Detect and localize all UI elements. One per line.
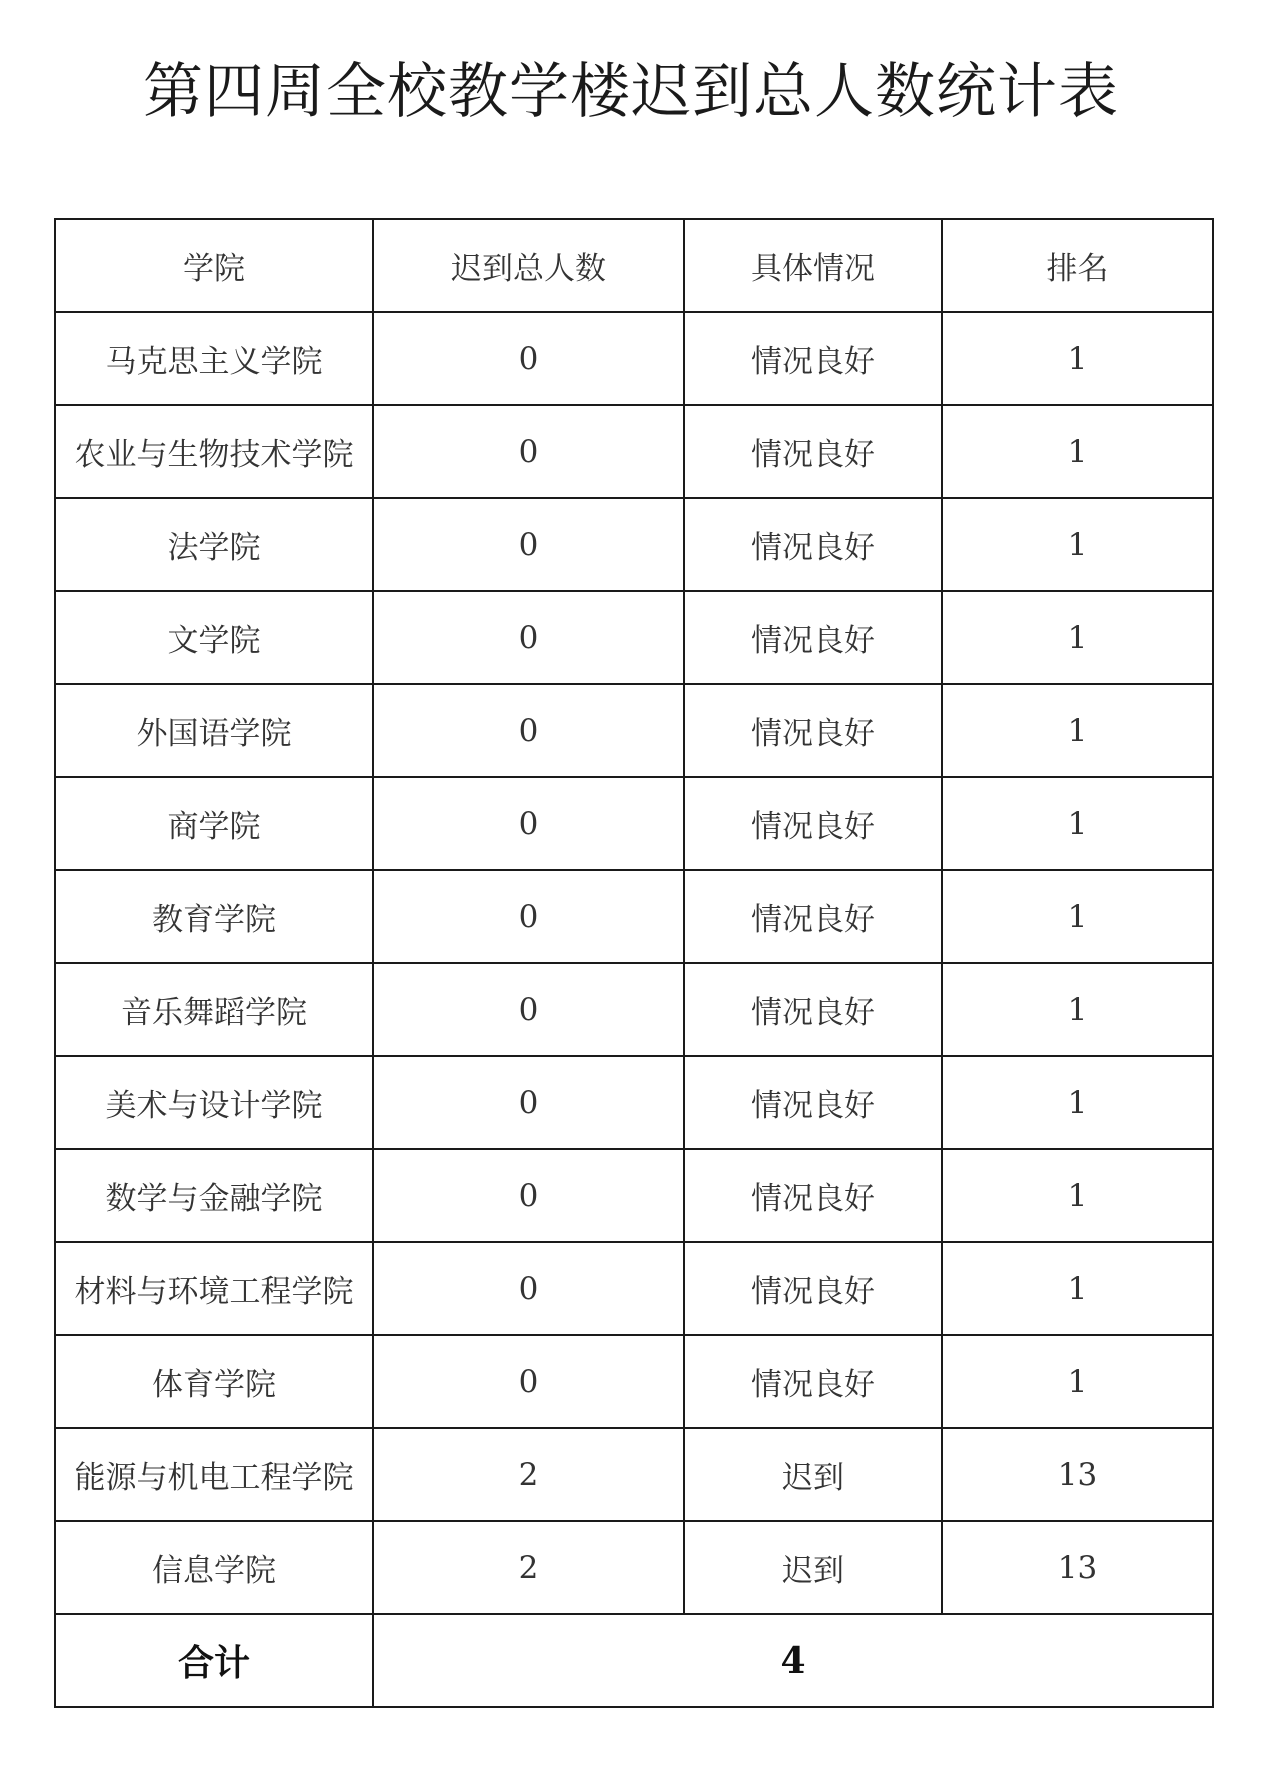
rank-cell: 1 — [942, 405, 1213, 498]
table-body — [55, 312, 1213, 1707]
table-row — [55, 870, 1213, 963]
college-cell: 信息学院 — [55, 1521, 373, 1614]
status-cell: 迟到 — [684, 1428, 942, 1521]
table-row — [55, 591, 1213, 684]
rank-cell: 1 — [942, 591, 1213, 684]
table-row — [55, 1149, 1213, 1242]
page-title: 第四周全校教学楼迟到总人数统计表 — [143, 57, 1119, 127]
rank-cell: 1 — [942, 963, 1213, 1056]
late-count-cell: 0 — [373, 777, 684, 870]
header-college: 学院 — [55, 219, 373, 312]
late-count-cell: 0 — [373, 870, 684, 963]
status-cell: 情况良好 — [684, 405, 942, 498]
total-row — [55, 1614, 1213, 1707]
table-row — [55, 777, 1213, 870]
table-header-row — [55, 219, 1213, 312]
status-cell: 情况良好 — [684, 498, 942, 591]
total-label: 合计 — [55, 1614, 373, 1707]
table-row — [55, 1521, 1213, 1614]
late-statistics-table — [54, 218, 1214, 1708]
table-row — [55, 1335, 1213, 1428]
status-cell: 情况良好 — [684, 684, 942, 777]
college-cell: 音乐舞蹈学院 — [55, 963, 373, 1056]
rank-cell: 1 — [942, 312, 1213, 405]
table-row — [55, 1428, 1213, 1521]
college-cell: 材料与环境工程学院 — [55, 1242, 373, 1335]
table-row — [55, 1242, 1213, 1335]
college-cell: 商学院 — [55, 777, 373, 870]
late-count-cell: 0 — [373, 1056, 684, 1149]
late-count-cell: 0 — [373, 405, 684, 498]
rank-cell: 1 — [942, 1335, 1213, 1428]
college-cell: 教育学院 — [55, 870, 373, 963]
status-cell: 迟到 — [684, 1521, 942, 1614]
rank-cell: 1 — [942, 498, 1213, 591]
college-cell: 美术与设计学院 — [55, 1056, 373, 1149]
late-count-cell: 0 — [373, 312, 684, 405]
late-count-cell: 0 — [373, 498, 684, 591]
table-row — [55, 963, 1213, 1056]
college-cell: 数学与金融学院 — [55, 1149, 373, 1242]
rank-cell: 1 — [942, 684, 1213, 777]
late-count-cell: 0 — [373, 963, 684, 1056]
college-cell: 体育学院 — [55, 1335, 373, 1428]
late-count-cell: 0 — [373, 1335, 684, 1428]
table-row — [55, 405, 1213, 498]
table-row — [55, 312, 1213, 405]
status-cell: 情况良好 — [684, 777, 942, 870]
late-count-cell: 0 — [373, 591, 684, 684]
rank-cell: 1 — [942, 870, 1213, 963]
rank-cell: 1 — [942, 1149, 1213, 1242]
header-status: 具体情况 — [684, 219, 942, 312]
rank-cell: 1 — [942, 777, 1213, 870]
status-cell: 情况良好 — [684, 312, 942, 405]
total-value: 4 — [373, 1614, 1213, 1707]
status-cell: 情况良好 — [684, 1149, 942, 1242]
late-count-cell: 2 — [373, 1428, 684, 1521]
header-late-count: 迟到总人数 — [373, 219, 684, 312]
status-cell: 情况良好 — [684, 963, 942, 1056]
college-cell: 农业与生物技术学院 — [55, 405, 373, 498]
rank-cell: 1 — [942, 1242, 1213, 1335]
rank-cell: 13 — [942, 1428, 1213, 1521]
table-row — [55, 1056, 1213, 1149]
status-cell: 情况良好 — [684, 1335, 942, 1428]
rank-cell: 13 — [942, 1521, 1213, 1614]
college-cell: 能源与机电工程学院 — [55, 1428, 373, 1521]
college-cell: 外国语学院 — [55, 684, 373, 777]
college-cell: 法学院 — [55, 498, 373, 591]
college-cell: 马克思主义学院 — [55, 312, 373, 405]
status-cell: 情况良好 — [684, 1242, 942, 1335]
status-cell: 情况良好 — [684, 1056, 942, 1149]
late-count-cell: 0 — [373, 684, 684, 777]
table-row — [55, 498, 1213, 591]
rank-cell: 1 — [942, 1056, 1213, 1149]
status-cell: 情况良好 — [684, 591, 942, 684]
late-count-cell: 0 — [373, 1149, 684, 1242]
late-count-cell: 0 — [373, 1242, 684, 1335]
college-cell: 文学院 — [55, 591, 373, 684]
status-cell: 情况良好 — [684, 870, 942, 963]
header-rank: 排名 — [942, 219, 1213, 312]
late-count-cell: 2 — [373, 1521, 684, 1614]
table-row — [55, 684, 1213, 777]
